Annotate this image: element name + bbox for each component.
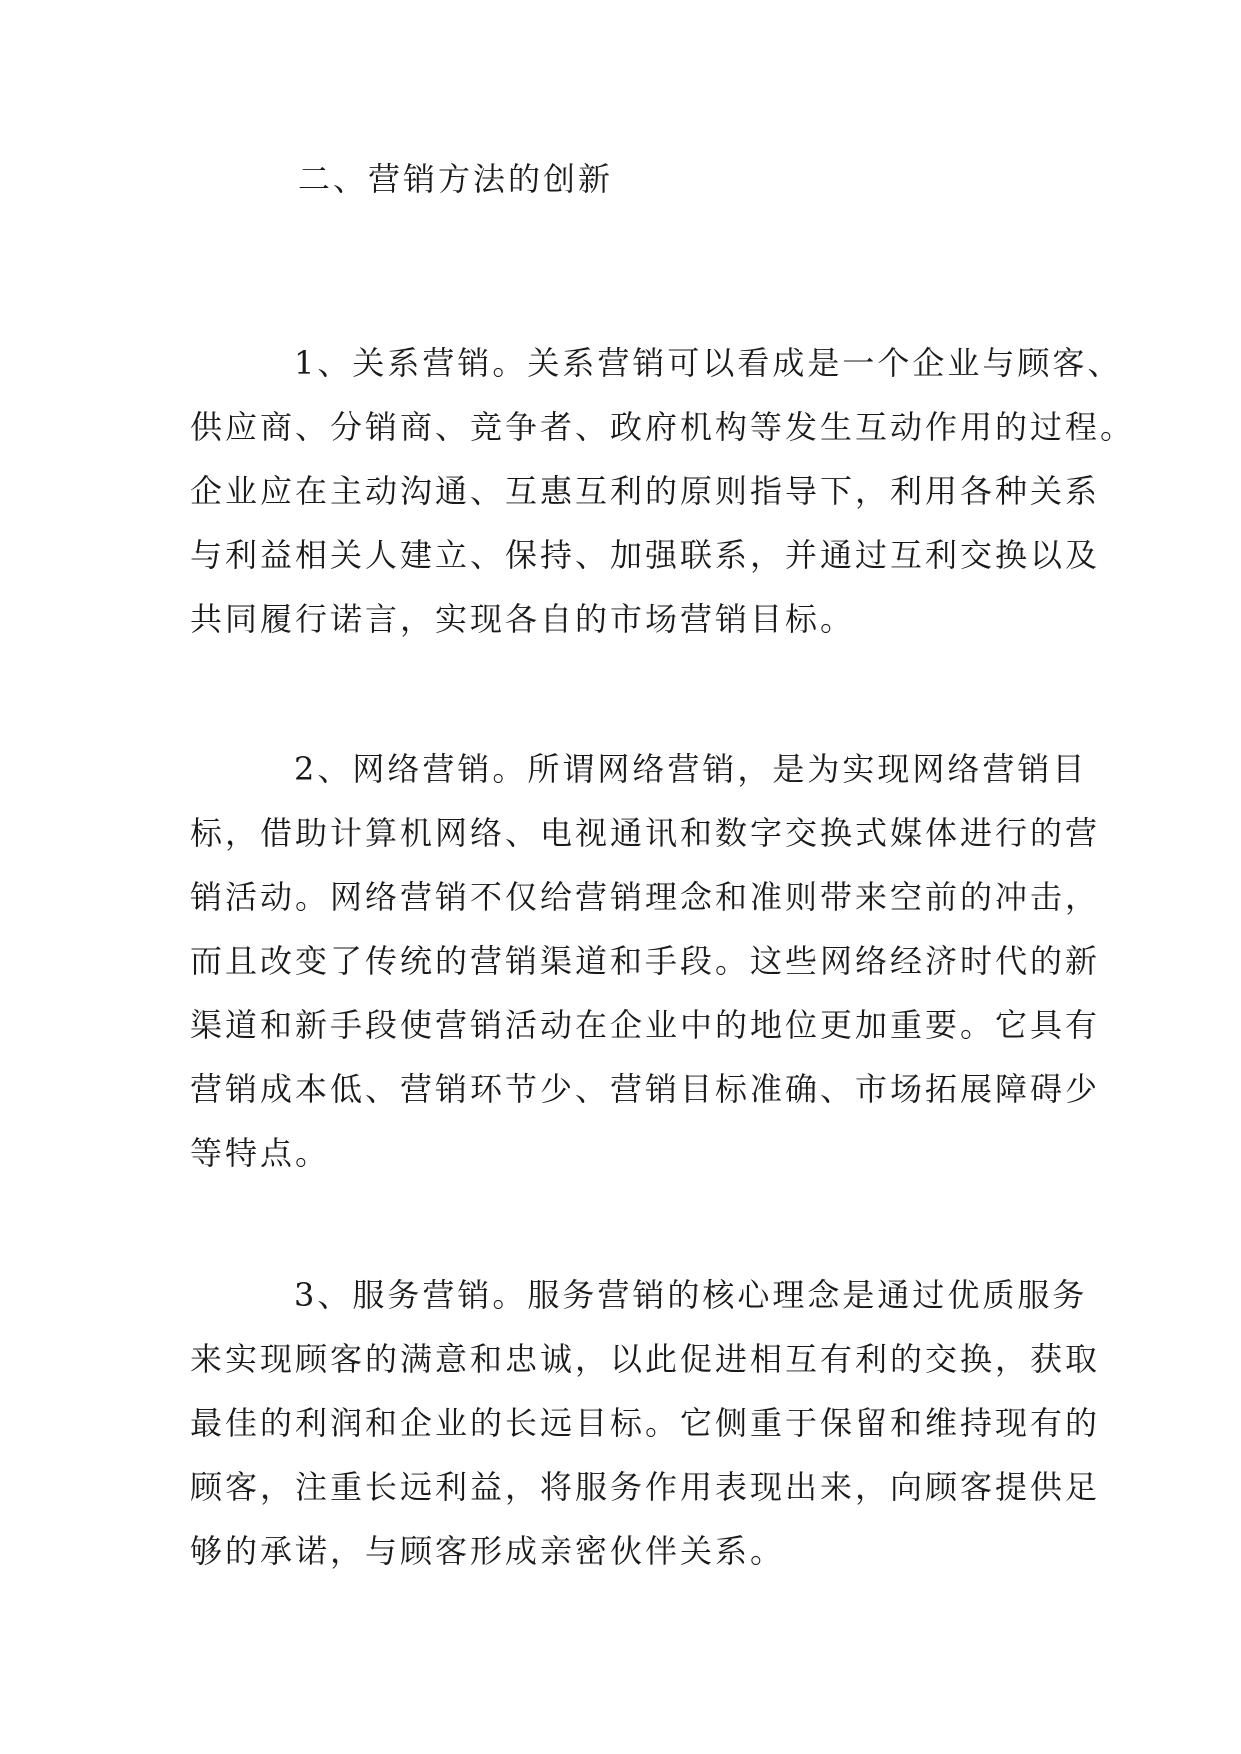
paragraph-network-marketing — [190, 737, 1101, 1185]
paragraph-line: 2、网络营销。所谓网络营销，是为实现网络营销目 — [294, 750, 1088, 788]
paragraph-line: 营销成本低、营销环节少、营销目标准确、市场拓展障碍少 — [190, 1070, 1101, 1108]
paragraph-line: 来实现顾客的满意和忠诚，以此促进相互有利的交换，获取 — [190, 1340, 1101, 1378]
paragraph-service-marketing — [190, 1263, 1101, 1583]
paragraph-line: 够的承诺，与顾客形成亲密伙伴关系。 — [190, 1532, 786, 1570]
paragraph-line: 共同履行诺言，实现各自的市场营销目标。 — [190, 600, 856, 638]
paragraph-line: 顾客，注重长远利益，将服务作用表现出来，向顾客提供足 — [190, 1468, 1101, 1506]
paragraph-line: 等特点。 — [190, 1134, 331, 1172]
paragraph-line: 销活动。网络营销不仅给营销理念和准则带来空前的冲击， — [190, 878, 1101, 916]
paragraph-line: 与利益相关人建立、保持、加强联系，并通过互利交换以及 — [190, 536, 1101, 574]
paragraph-line: 标，借助计算机网络、电视通讯和数字交换式媒体进行的营 — [190, 814, 1101, 852]
paragraph-line: 最佳的利润和企业的长远目标。它侧重于保留和维持现有的 — [190, 1404, 1101, 1442]
section-heading: 二、营销方法的创新 — [298, 160, 614, 198]
paragraph-line: 而且改变了传统的营销渠道和手段。这些网络经济时代的新 — [190, 942, 1101, 980]
paragraph-line: 渠道和新手段使营销活动在企业中的地位更加重要。它具有 — [190, 1006, 1101, 1044]
paragraph-line: 企业应在主动沟通、互惠互利的原则指导下，利用各种关系 — [190, 472, 1101, 510]
paragraph-line: 供应商、分销商、竞争者、政府机构等发生互动作用的过程。 — [190, 408, 1136, 446]
paragraph-line: 1、关系营销。关系营销可以看成是一个企业与顾客、 — [294, 344, 1123, 382]
paragraph-line: 3、服务营销。服务营销的核心理念是通过优质服务 — [294, 1276, 1088, 1314]
paragraph-relationship-marketing — [190, 331, 1136, 651]
